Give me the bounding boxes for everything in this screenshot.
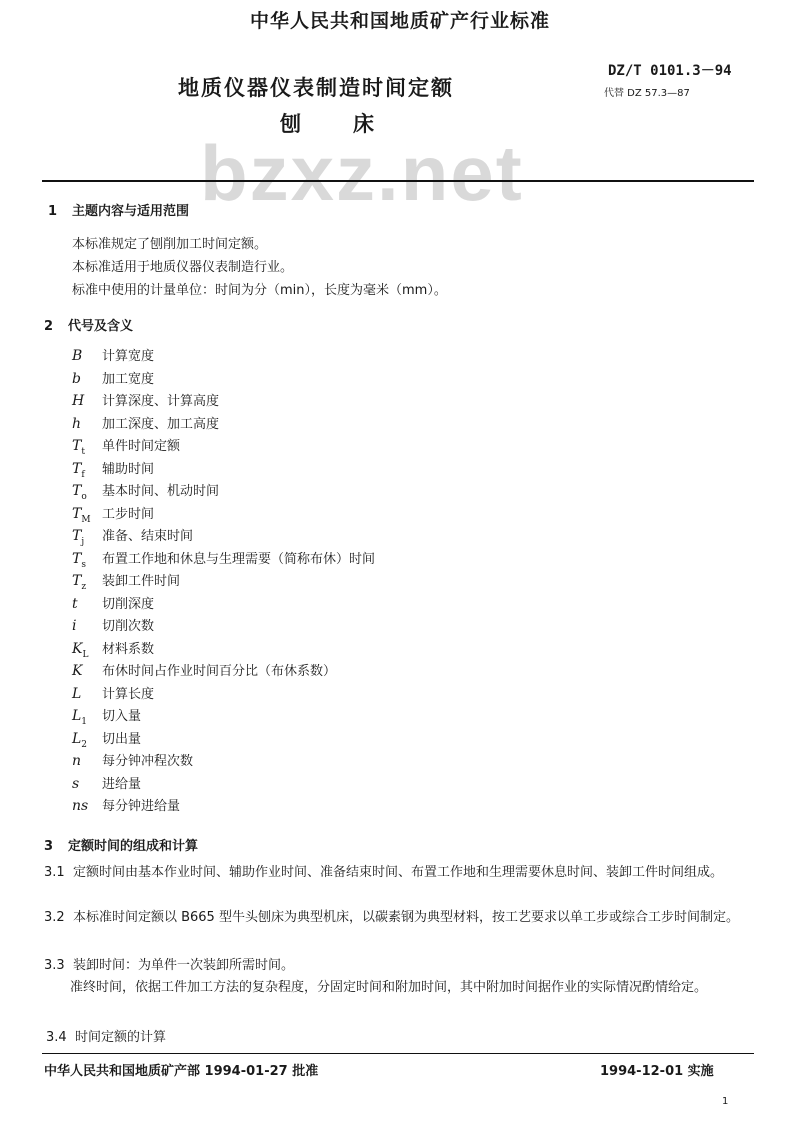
symbol-row [72, 638, 154, 660]
symbol-description: 单件时间定额 [102, 439, 181, 454]
symbol-description: 计算深度、计算高度 [102, 394, 220, 409]
symbol-description: 辅助时间 [102, 461, 155, 477]
symbol-letter: T [72, 528, 82, 544]
symbol [72, 798, 102, 817]
symbol-letter: T [72, 438, 82, 454]
symbol [72, 416, 102, 435]
symbol-row [72, 728, 141, 750]
symbol-description: 工步时间 [102, 506, 155, 522]
symbol-row [72, 683, 154, 705]
approval-line: 中华人民共和国地质矿产部 1994-01-27 批准 [44, 1064, 319, 1079]
symbol-row [72, 593, 154, 615]
symbol-description: 切削次数 [102, 619, 155, 634]
symbol-letter: K [72, 640, 83, 657]
symbol-letter: ns [72, 798, 89, 814]
symbol-row [72, 368, 154, 390]
clause-number: 3.3 [44, 958, 65, 973]
symbol [72, 528, 102, 547]
symbol-row [72, 750, 193, 772]
symbol-description: 准备、结束时间 [102, 529, 194, 544]
symbol-row [72, 525, 193, 547]
symbol-letter: B [72, 348, 83, 364]
clause-text: 本标准时间定额以 B665 型牛头刨床为典型机床，以碳素钢为典型材料，按工艺要求以单工步或综合工步时间制定。 [72, 910, 739, 925]
symbol-subscript: t [81, 446, 85, 457]
symbol-description: 每分钟进给量 [102, 799, 181, 814]
symbol-letter: H [72, 393, 85, 409]
symbol-subscript: M [81, 514, 91, 525]
clause-number: 3.1 [44, 865, 65, 880]
symbol-description: 加工深度、加工高度 [102, 416, 220, 432]
header-divider [42, 180, 754, 182]
clause-3-1 [44, 862, 750, 883]
symbol [72, 776, 102, 795]
symbol-row [72, 458, 154, 480]
clause-3-2 [44, 907, 750, 928]
symbol [72, 618, 102, 637]
symbol [72, 461, 102, 480]
symbol-description: 基本时间、机动时间 [102, 484, 220, 499]
symbol-letter: s [72, 775, 80, 792]
section-2-heading [44, 315, 133, 334]
symbol-row [72, 615, 154, 637]
symbol-subscript: z [81, 581, 87, 592]
replaces-standard: 代替 DZ 57.3—87 [604, 88, 690, 99]
section-1-paragraph: 本标准适用于地质仪器仪表制造行业。 [72, 260, 294, 275]
symbol-subscript: 2 [81, 739, 88, 750]
symbol-letter: T [72, 573, 82, 589]
clause-text: 定额时间由基本作业时间、辅助作业时间、准备结束时间、布置工作地和生理需要休息时间、装卸工件时间组成。 [72, 865, 723, 880]
section-1-title: 主题内容与适用范围 [72, 204, 190, 219]
symbol-description: 进给量 [102, 776, 142, 792]
symbol [72, 483, 102, 502]
symbol-row [72, 503, 154, 525]
symbol-letter: T [72, 505, 82, 522]
symbol-row [72, 480, 219, 502]
clause-3-3-continuation: 准终时间，依据工件加工方法的复杂程度，分固定时间和附加时间，其中附加时间据作业的实际情况酌情给定。 [70, 980, 708, 995]
symbol-row [72, 773, 141, 795]
section-3-title: 定额时间的组成和计算 [68, 839, 199, 854]
symbol-row [72, 413, 219, 435]
page-number: 1 [722, 1096, 729, 1107]
standard-number: DZ/T 0101.3－94 [608, 63, 732, 79]
symbol-description: 计算宽度 [102, 349, 155, 364]
symbol-letter: L [72, 685, 82, 702]
symbol-description: 加工宽度 [102, 371, 155, 387]
symbol-subscript: f [81, 469, 85, 480]
symbol-description: 材料系数 [102, 641, 155, 657]
watermark: bzxz.net [200, 129, 524, 217]
symbol-row [72, 390, 219, 412]
symbol-letter: L [72, 708, 82, 724]
issuing-standard-label: 中华人民共和国地质矿产行业标准 [249, 10, 550, 32]
symbol-row [72, 548, 375, 570]
symbol-letter: T [72, 483, 82, 499]
symbol-subscript: L [82, 649, 89, 660]
symbol-subscript: j [81, 536, 85, 547]
symbol-description: 计算长度 [102, 686, 155, 702]
symbol [72, 596, 102, 615]
symbol [72, 663, 102, 682]
symbol-subscript: o [81, 491, 87, 502]
symbol-description: 装卸工件时间 [102, 574, 181, 589]
symbol-row [72, 795, 180, 817]
symbol [72, 753, 102, 772]
symbol [72, 641, 102, 660]
symbol-letter: h [72, 415, 82, 432]
symbol-letter: n [72, 753, 82, 769]
symbol [72, 731, 102, 750]
section-2-number: 2 [44, 319, 54, 334]
symbol-description: 每分钟冲程次数 [102, 754, 194, 769]
symbol-letter: b [72, 370, 81, 387]
document-title: 地质仪器仪表制造时间定额 [178, 76, 454, 100]
footer-divider [42, 1053, 754, 1054]
symbol-description: 切入量 [102, 709, 142, 724]
symbol [72, 506, 102, 525]
symbol [72, 438, 102, 457]
symbol-subscript: 1 [81, 716, 88, 727]
symbol-letter: T [72, 460, 82, 477]
symbol-letter: T [72, 550, 82, 567]
document-subtitle: 刨床 [280, 112, 426, 136]
symbol [72, 371, 102, 390]
symbol-row [72, 570, 180, 592]
section-3-number: 3 [44, 839, 54, 854]
clause-3-4 [46, 1026, 166, 1045]
symbol-row [72, 435, 180, 457]
symbol-description: 布休时间占作业时间百分比（布休系数） [102, 664, 337, 679]
symbol-letter: K [72, 663, 83, 679]
section-2-title: 代号及含义 [68, 319, 134, 334]
symbol [72, 573, 102, 592]
symbol-letter: i [72, 618, 77, 634]
symbol-letter: L [72, 730, 82, 747]
clause-3-3 [44, 955, 750, 976]
section-1-paragraph: 标准中使用的计量单位：时间为分（min），长度为毫米（mm）。 [72, 283, 447, 298]
symbol [72, 686, 102, 705]
clause-number: 3.4 [46, 1030, 67, 1045]
symbol-description: 切削深度 [102, 596, 155, 612]
symbol [72, 551, 102, 570]
section-3-heading [44, 835, 198, 854]
clause-text: 时间定额的计算 [74, 1030, 166, 1045]
symbol-letter: t [72, 595, 78, 612]
section-1-number: 1 [48, 204, 58, 219]
effective-date: 1994-12-01 实施 [600, 1064, 714, 1079]
section-1-paragraph: 本标准规定了刨削加工时间定额。 [72, 237, 268, 252]
symbol [72, 348, 102, 367]
symbol-row [72, 345, 154, 367]
clause-number: 3.2 [44, 910, 65, 925]
symbol-description: 布置工作地和休息与生理需要（简称布休）时间 [102, 551, 376, 567]
symbol [72, 708, 102, 727]
symbol-description: 切出量 [102, 731, 142, 747]
section-1-heading [48, 200, 189, 219]
symbol-row [72, 660, 336, 682]
symbol [72, 393, 102, 412]
clause-text: 装卸时间：为单件一次装卸所需时间。 [72, 958, 294, 973]
symbol-row [72, 705, 141, 727]
symbol-subscript: s [81, 559, 86, 570]
